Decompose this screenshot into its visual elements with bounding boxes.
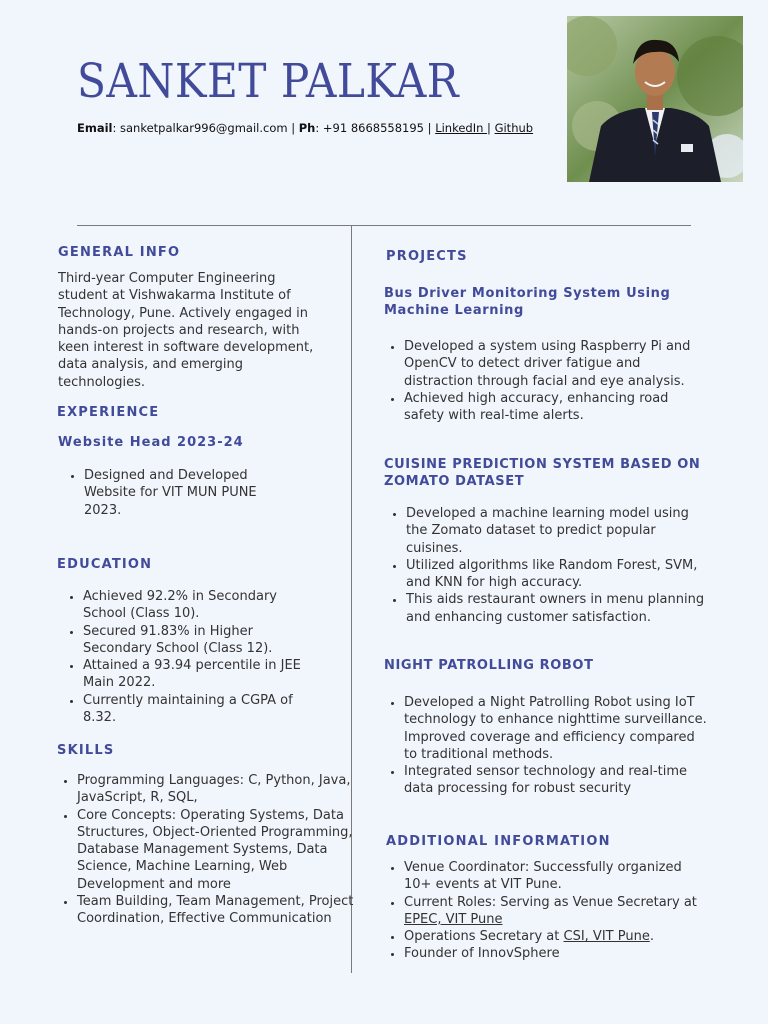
education-heading: EDUCATION: [57, 557, 153, 572]
list-item: • Integrated sensor technology and real-time data processing for robust security: [404, 763, 709, 798]
ops-text: Operations Secretary at: [404, 929, 564, 945]
csi-link[interactable]: CSI, VIT Pune: [563, 929, 650, 945]
general-info-heading: GENERAL INFO: [58, 245, 181, 260]
skills-list: [57, 772, 357, 928]
list-item: • Currently maintaining a CGPA of 8.32.: [83, 692, 318, 727]
linkedin-link[interactable]: LinkedIn: [435, 121, 488, 135]
github-link[interactable]: Github: [494, 121, 534, 135]
roles-text: Current Roles: Serving as Venue Secretary at: [404, 894, 697, 910]
candidate-name: SANKET PALKAR: [77, 54, 460, 109]
list-item: [404, 928, 704, 945]
header-divider: [77, 225, 691, 226]
list-item: • This aids restaurant owners in menu planning and enhancing customer satisfaction.: [406, 591, 706, 626]
email-value: : sanketpalkar996@gmail.com |: [112, 121, 299, 135]
list-item: • Achieved high accuracy, enhancing road safety with real-time alerts.: [404, 390, 704, 425]
list-item: • Designed and Developed Website for VIT MUN PUNE 2023.: [84, 467, 284, 519]
list-item: • Venue Coordinator: Successfully organized 10+ events at VIT Pune.: [404, 859, 704, 894]
list-item: • Programming Languages: C, Python, Java, JavaScript, R, SQL,: [77, 772, 357, 807]
project-title: Bus Driver Monitoring System Using Machine Learning: [384, 286, 671, 318]
projects-heading: PROJECTS: [386, 249, 468, 264]
list-item: • Team Building, Team Management, Project Coordination, Effective Communication: [77, 893, 357, 928]
phone-value: : +91 8668558195 |: [315, 121, 436, 135]
list-item: [404, 894, 704, 929]
additional-info-heading: ADDITIONAL INFORMATION: [386, 834, 611, 849]
list-item: • Secured 91.83% in Higher Secondary School (Class 12).: [83, 623, 318, 658]
list-item: • Developed a Night Patrolling Robot using IoT technology to enhance nighttime surveillance. Improved coverage and efficiency compared to traditional methods.: [404, 694, 709, 763]
project-title: CUISINE PREDICTION SYSTEM BASED ON ZOMATO DATASET: [384, 457, 701, 489]
skills-heading: SKILLS: [57, 743, 115, 758]
list-item: • Developed a system using Raspberry Pi and OpenCV to detect driver fatigue and distraction through facial and eye analysis.: [404, 338, 704, 390]
project-title: NIGHT PATROLLING ROBOT: [384, 658, 594, 673]
email-label: Email: [77, 121, 113, 135]
project-1-list: [384, 338, 704, 424]
education-list: [63, 588, 318, 726]
epec-link[interactable]: EPEC, VIT Pune: [404, 911, 503, 927]
ops-suffix: .: [649, 929, 654, 945]
list-item: • Founder of InnovSphere: [404, 945, 704, 962]
list-item: • Utilized algorithms like Random Forest, SVM, and KNN for high accuracy.: [406, 557, 706, 592]
experience-list: [64, 467, 284, 519]
general-info-text: Third-year Computer Engineering student at Vishwakarma Institute of Technology, Pune. Actively engaged in hands-on projects and research, with keen interest in software development, data analysis, and emerging technologies.: [58, 271, 314, 390]
phone-label: Ph: [298, 121, 316, 135]
list-item: • Developed a machine learning model using the Zomato dataset to predict popular cuisines.: [406, 505, 706, 557]
additional-info-list: [384, 859, 704, 963]
contact-line: [77, 121, 533, 135]
list-item: • Achieved 92.2% in Secondary School (Class 10).: [83, 588, 318, 623]
experience-role: Website Head 2023-24: [58, 435, 244, 450]
experience-heading: EXPERIENCE: [57, 405, 160, 420]
contact-separator: |: [487, 121, 491, 135]
profile-photo: [567, 16, 743, 182]
project-3-list: [384, 694, 709, 798]
list-item: • Core Concepts: Operating Systems, Data Structures, Object-Oriented Programming, Database Management Systems, Data Science, Machine Learning, Web Development and more: [77, 807, 357, 893]
list-item: • Attained a 93.94 percentile in JEE Main 2022.: [83, 657, 318, 692]
project-2-list: [386, 505, 706, 626]
